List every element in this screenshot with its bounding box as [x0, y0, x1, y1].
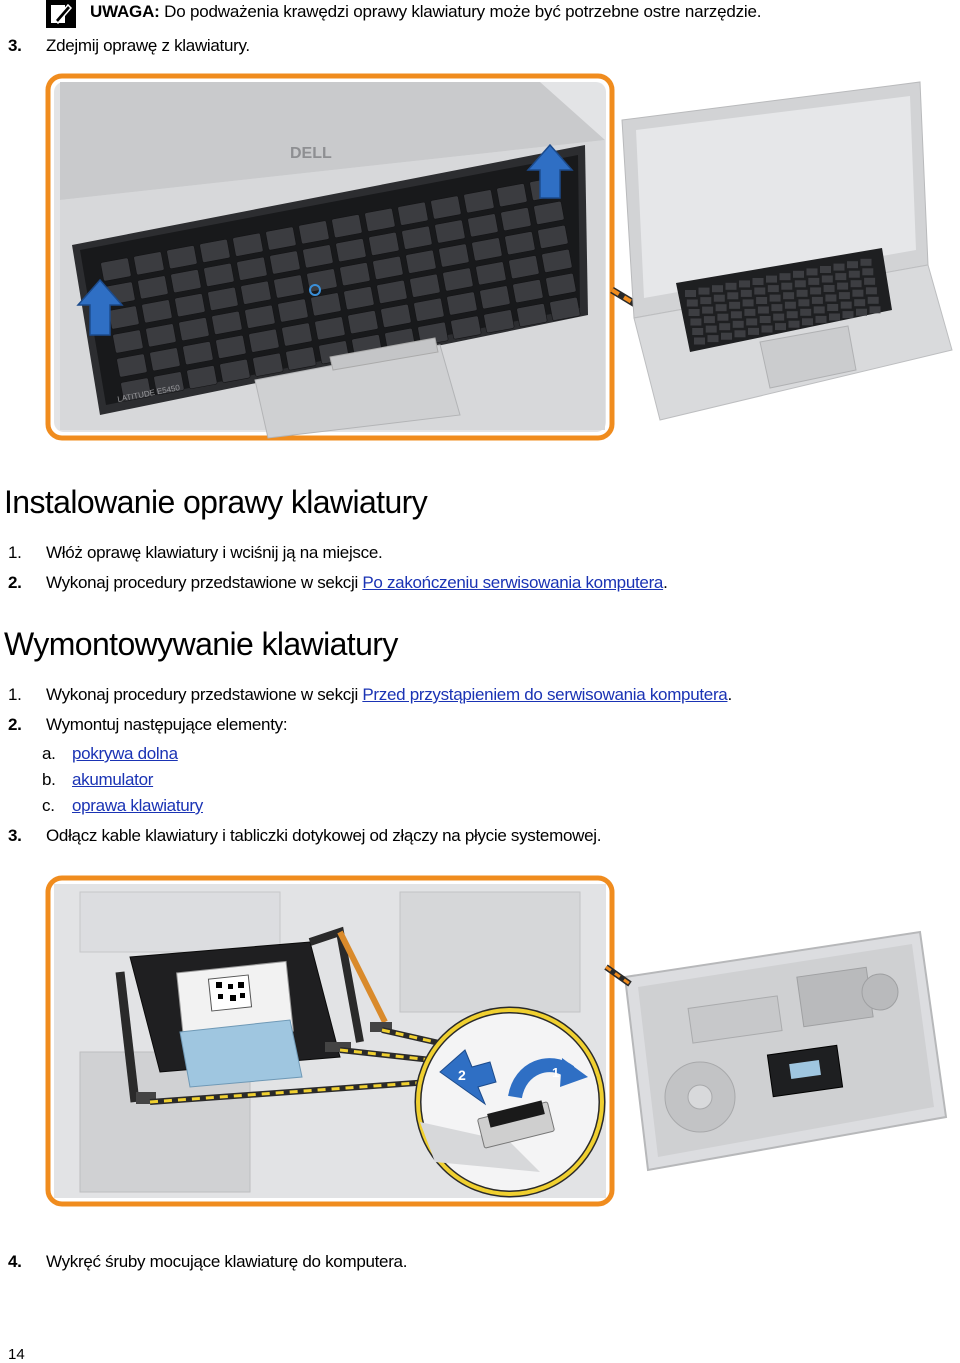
key — [700, 297, 711, 304]
key — [793, 271, 804, 278]
key — [798, 299, 809, 306]
step-text: Włóż oprawę klawiatury i wciśnij ją na miejsce. — [46, 543, 383, 562]
key — [797, 290, 808, 297]
key — [825, 295, 836, 302]
qr-label — [208, 975, 251, 1011]
step-text: Wymontuj następujące elementy: — [46, 715, 288, 734]
key — [766, 276, 777, 283]
note-icon — [46, 0, 76, 28]
key — [744, 309, 755, 316]
key — [783, 292, 794, 299]
key — [694, 338, 705, 345]
step-text: Wykręć śruby mocujące klawiaturę do komputera. — [46, 1252, 408, 1271]
key — [726, 283, 737, 290]
step-number: 4. — [8, 1252, 22, 1271]
key — [834, 264, 845, 271]
key — [864, 278, 875, 285]
figure-cable-disconnect — [40, 872, 960, 1212]
connector-zoom-circle — [418, 1010, 602, 1194]
key — [829, 314, 840, 321]
key — [800, 309, 811, 316]
key — [771, 304, 782, 311]
key — [704, 316, 715, 323]
key — [841, 302, 852, 309]
key — [739, 280, 750, 287]
step-text: Wykonaj procedury przedstawione w sekcji — [46, 685, 363, 704]
callout-2: 2 — [458, 1067, 466, 1083]
link-battery[interactable]: akumulator — [72, 770, 154, 789]
key — [717, 314, 728, 321]
key — [852, 290, 863, 297]
subitem-a — [42, 744, 178, 764]
key — [781, 283, 792, 290]
key — [690, 319, 701, 326]
key — [770, 295, 781, 302]
key — [729, 302, 740, 309]
key — [812, 297, 823, 304]
key — [861, 259, 872, 266]
step-text-end: . — [663, 573, 668, 592]
key — [754, 288, 765, 295]
removal-step-4 — [8, 1251, 407, 1273]
key — [810, 287, 821, 294]
key — [870, 306, 881, 313]
key — [741, 290, 752, 297]
key — [785, 302, 796, 309]
key — [787, 311, 798, 318]
page-number: 14 — [8, 1346, 25, 1363]
key — [706, 326, 717, 333]
key — [702, 307, 713, 314]
key — [756, 297, 767, 304]
step-text: Wykonaj procedury przedstawione w sekcji — [46, 573, 363, 592]
key — [827, 304, 838, 311]
key — [714, 295, 725, 302]
key — [851, 280, 862, 287]
key — [807, 268, 818, 275]
link-bottom-cover[interactable]: pokrywa dolna — [72, 744, 178, 763]
key — [758, 307, 769, 314]
key — [727, 292, 738, 299]
note-text — [90, 2, 761, 22]
key — [748, 328, 759, 335]
install-step-2 — [8, 572, 668, 594]
note-label: UWAGA: — [90, 2, 160, 21]
key — [814, 306, 825, 313]
figure-keyboard-trim-removal — [40, 70, 960, 450]
subitem-letter: a. — [42, 744, 56, 763]
step-number: 1. — [8, 543, 22, 562]
step-number: 1. — [8, 685, 22, 704]
note-body: Do podważenia krawędzi oprawy klawiatury może być potrzebne ostre narzędzie. — [164, 2, 762, 21]
key — [762, 326, 773, 333]
key — [780, 273, 791, 280]
callout-1: 1 — [552, 1065, 560, 1080]
key — [692, 328, 703, 335]
key — [685, 290, 696, 297]
key — [731, 311, 742, 318]
link-before-service[interactable]: Przed przystąpieniem do serwisowania komputera — [362, 685, 728, 704]
subitem-letter: c. — [42, 796, 55, 815]
removal-step-3 — [8, 825, 601, 847]
removal-step-1 — [8, 684, 732, 706]
link-keyboard-trim[interactable]: oprawa klawiatury — [72, 796, 203, 815]
key — [789, 321, 800, 328]
key — [835, 273, 846, 280]
step-text: Odłącz kable klawiatury i tabliczki dotykowej od złączy na płycie systemowej. — [46, 826, 602, 845]
step-number: 2. — [8, 715, 22, 734]
key — [868, 297, 879, 304]
key — [712, 285, 723, 292]
key — [822, 276, 833, 283]
install-step-1 — [8, 542, 382, 564]
laptop-overview-illustration — [622, 82, 952, 420]
key — [862, 268, 873, 275]
key — [843, 311, 854, 318]
key — [689, 309, 700, 316]
step-number: 3. — [8, 826, 22, 845]
key — [687, 300, 698, 307]
model-label: LATITUDE E5450 — [116, 383, 181, 404]
section-title-install: Instalowanie oprawy klawiatury — [4, 484, 428, 520]
key — [824, 285, 835, 292]
key — [808, 278, 819, 285]
key — [837, 283, 848, 290]
key — [795, 280, 806, 287]
key — [854, 299, 865, 306]
key — [746, 318, 757, 325]
key — [816, 316, 827, 323]
key — [849, 271, 860, 278]
key — [768, 285, 779, 292]
step-text: Zdejmij oprawę z klawiatury. — [46, 36, 250, 55]
step-number: 3. — [8, 36, 22, 55]
laptop-base-illustration — [625, 932, 946, 1170]
key — [775, 323, 786, 330]
key — [708, 335, 719, 342]
subitem-c — [42, 796, 203, 816]
removal-step-2 — [8, 714, 287, 736]
dell-logo: DELL — [290, 145, 332, 162]
key — [719, 323, 730, 330]
subitem-b — [42, 770, 153, 790]
key — [847, 261, 858, 268]
key — [773, 314, 784, 321]
key — [721, 333, 732, 340]
key — [802, 318, 813, 325]
key — [733, 321, 744, 328]
section-title-removal: Wymontowywanie klawiatury — [4, 626, 398, 662]
step-number: 2. — [8, 573, 22, 592]
step-text-end: . — [727, 685, 732, 704]
key — [699, 288, 710, 295]
subitem-letter: b. — [42, 770, 56, 789]
key — [856, 309, 867, 316]
key — [866, 287, 877, 294]
key — [716, 304, 727, 311]
key — [839, 292, 850, 299]
key — [760, 316, 771, 323]
key — [820, 266, 831, 273]
key — [735, 330, 746, 337]
link-after-service[interactable]: Po zakończeniu serwisowania komputera — [362, 573, 664, 592]
key — [743, 299, 754, 306]
key — [753, 278, 764, 285]
prev-step-3 — [8, 35, 250, 57]
